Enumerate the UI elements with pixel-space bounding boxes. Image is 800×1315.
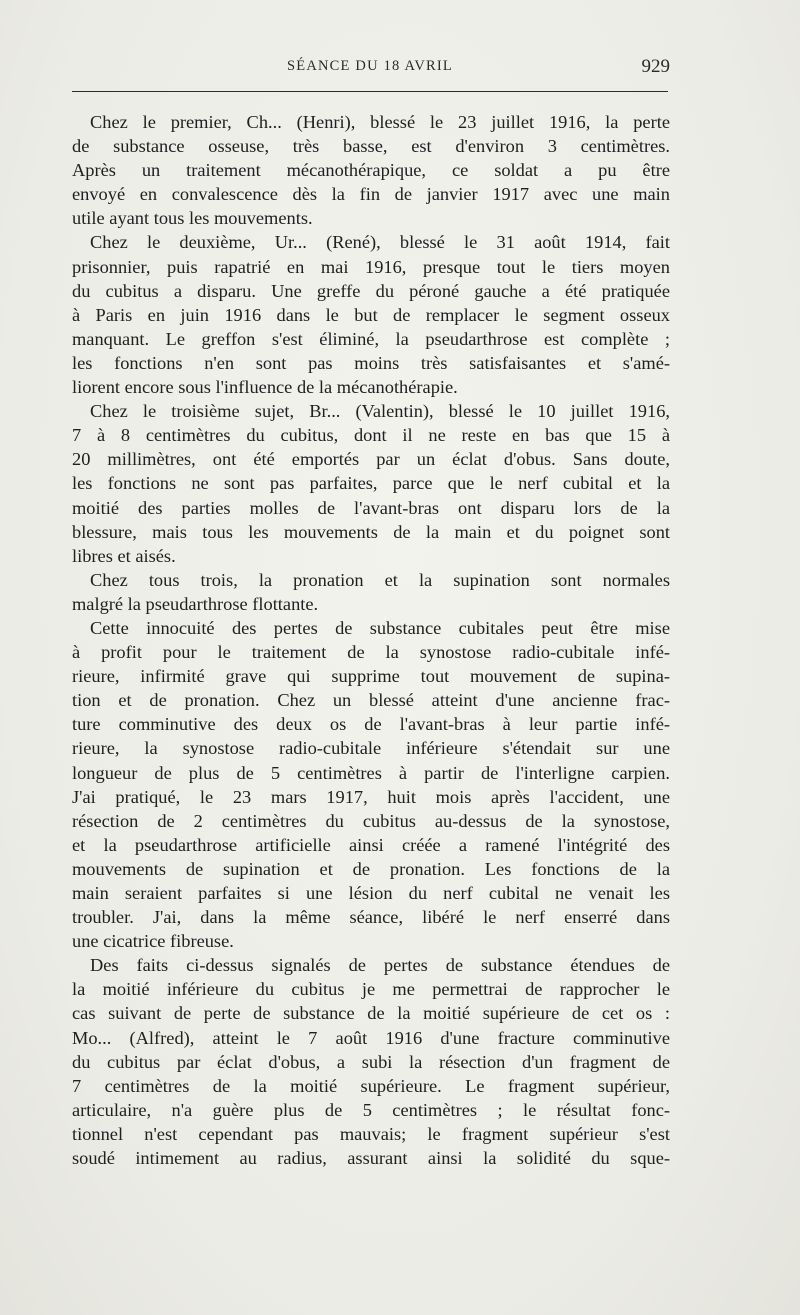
text-line: utile ayant tous les mouvements. — [72, 208, 313, 229]
text-line: moitié des parties molles de l'avant-bras ont disparu lors de la — [72, 497, 670, 518]
text-line: tion et de pronation. Chez un blessé atteint d'une ancienne frac- — [72, 690, 670, 711]
text-line: du cubitus a disparu. Une greffe du péroné gauche a été pratiquée — [72, 280, 670, 301]
text-line: manquant. Le greffon s'est éliminé, la pseudarthrose est complète ; — [72, 328, 670, 349]
text-line: et la pseudarthrose artificielle ainsi créée a ramené l'intégrité des — [72, 834, 670, 855]
text-line: la moitié inférieure du cubitus je me permettrai de rapprocher le — [72, 979, 670, 1000]
text-line: tionnel n'est cependant pas mauvais; le fragment supérieur s'est — [72, 1123, 670, 1144]
text-line: J'ai pratiqué, le 23 mars 1917, huit mois après l'accident, une — [72, 786, 670, 807]
text-line: malgré la pseudarthrose flottante. — [72, 593, 319, 614]
text-line: mouvements de supination et de pronation. Les fonctions de la — [72, 858, 670, 879]
text-line: Chez tous trois, la pronation et la supination sont normales — [90, 569, 670, 590]
text-line: à profit pour le traitement de la synostose radio-cubitale infé- — [72, 642, 670, 663]
text-line: prisonnier, puis rapatrié en mai 1916, presque tout le tiers moyen — [72, 256, 670, 277]
text-line: libres et aisés. — [72, 545, 176, 566]
text-line: Chez le troisième sujet, Br... (Valentin), blessé le 10 juillet 1916, — [90, 401, 670, 422]
text-line: Chez le deuxième, Ur... (René), blessé le 31 août 1914, fait — [90, 232, 670, 253]
text-line: articulaire, n'a guère plus de 5 centimètres ; le résultat fonc- — [72, 1099, 670, 1120]
text-line: 7 centimètres de la moitié supérieure. Le fragment supérieur, — [72, 1075, 670, 1096]
text-line: les fonctions ne sont pas parfaites, parce que le nerf cubital et la — [72, 473, 670, 494]
text-line: Après un traitement mécanothérapique, ce soldat a pu être — [72, 160, 670, 181]
body-text — [72, 110, 670, 1170]
page-number: 929 — [641, 56, 670, 77]
text-line: Mo... (Alfred), atteint le 7 août 1916 d'une fracture comminutive — [72, 1027, 670, 1048]
text-line: blessure, mais tous les mouvements de la main et du poignet sont — [72, 521, 670, 542]
text-line: 7 à 8 centimètres du cubitus, dont il ne reste en bas que 15 à — [72, 425, 670, 446]
text-line: du cubitus par éclat d'obus, a subi la résection d'un fragment de — [72, 1051, 670, 1072]
header-rule — [72, 91, 668, 92]
text-line: rieure, la synostose radio-cubitale inférieure s'étendait sur une — [72, 738, 670, 759]
text-line: main seraient parfaites si une lésion du nerf cubital ne venait les — [72, 883, 670, 903]
text-line: de substance osseuse, très basse, est d'environ 3 centimètres. — [72, 136, 670, 157]
text-line: ture comminutive des deux os de l'avant-bras à leur partie infé- — [72, 714, 670, 735]
text-line: soudé intimement au radius, assurant ainsi la solidité du sque- — [72, 1148, 670, 1169]
text-line: à Paris en juin 1916 dans le but de remplacer le segment osseux — [72, 304, 670, 325]
text-line: troubler. J'ai, dans la même séance, libéré le nerf enserré dans — [72, 907, 670, 928]
text-line: Cette innocuité des pertes de substance cubitales peut être mise — [90, 617, 670, 638]
text-line: envoyé en convalescence dès la fin de janvier 1917 avec une main — [72, 184, 670, 205]
page-header — [68, 58, 672, 82]
running-title: SÉANCE DU 18 AVRIL — [287, 58, 453, 74]
text-line: résection de 2 centimètres du cubitus au-dessus de la synostose, — [72, 810, 670, 831]
text-line: Des faits ci-dessus signalés de pertes de substance étendues de — [90, 955, 670, 976]
text-line: longueur de plus de 5 centimètres à partir de l'interligne carpien. — [72, 762, 670, 783]
text-line: Chez le premier, Ch... (Henri), blessé le 23 juillet 1916, la perte — [90, 112, 670, 132]
text-line: cas suivant de perte de substance de la moitié supérieure de cet os : — [72, 1003, 670, 1024]
text-line: 20 millimètres, ont été emportés par un éclat d'obus. Sans doute, — [72, 449, 670, 470]
text-line: une cicatrice fibreuse. — [72, 931, 234, 952]
text-line: rieure, infirmité grave qui supprime tout mouvement de supina- — [72, 666, 670, 687]
text-line: liorent encore sous l'influence de la mécanothérapie. — [72, 377, 458, 398]
text-line: les fonctions n'en sont pas moins très satisfaisantes et s'amé- — [72, 352, 670, 373]
